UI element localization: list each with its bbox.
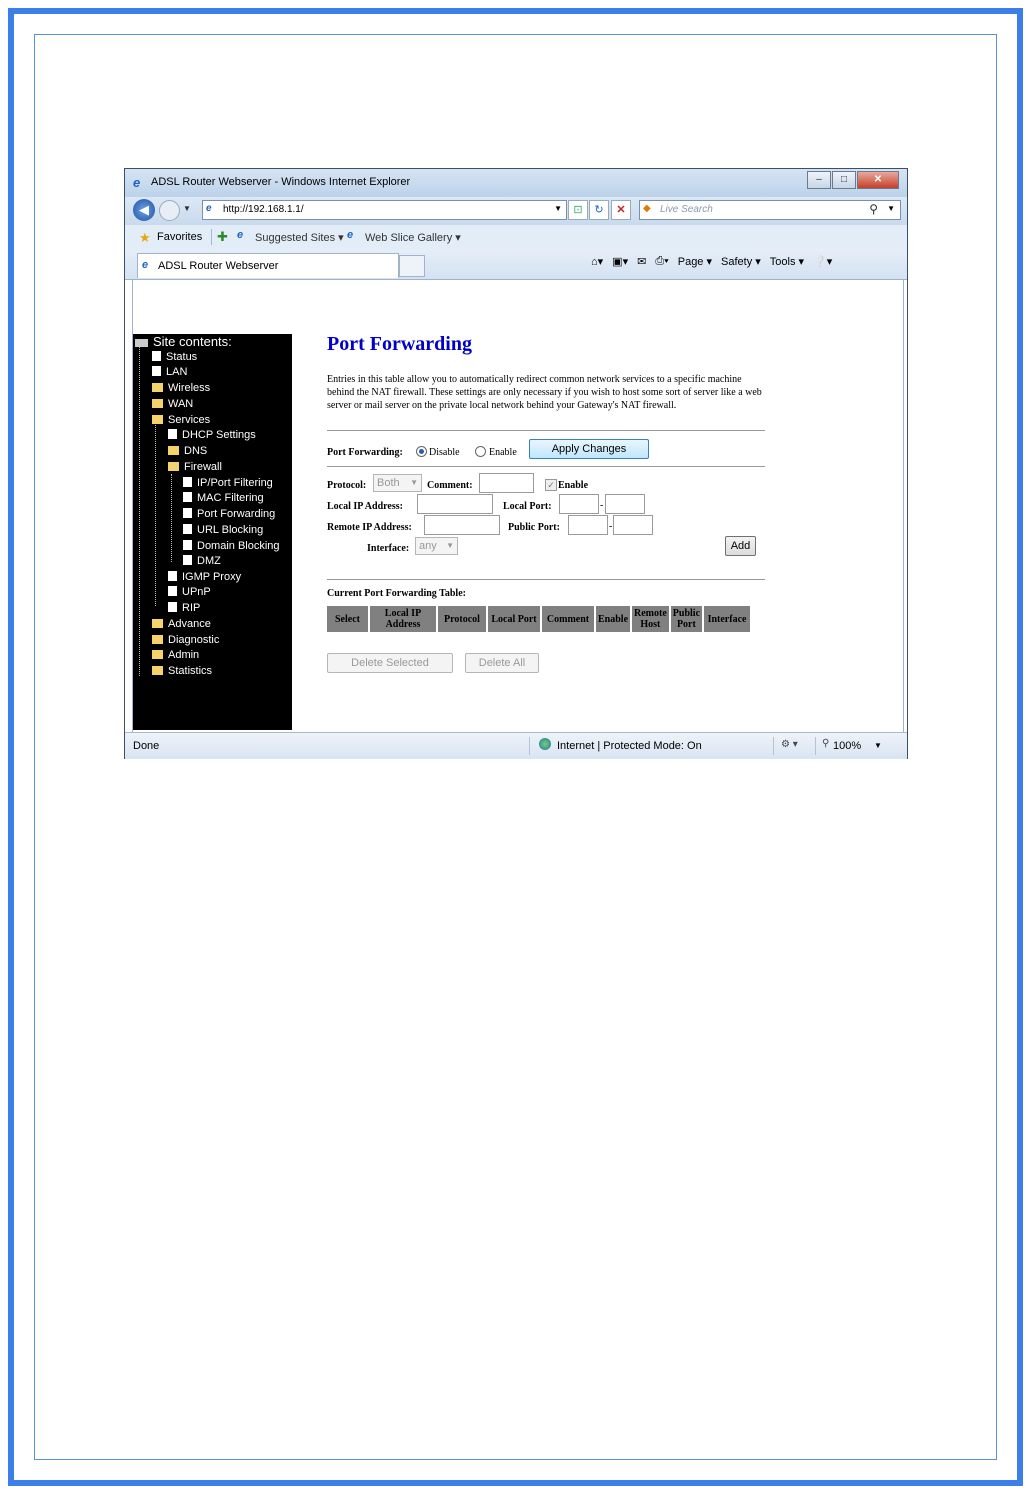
- sidebar-item-admin[interactable]: Admin: [152, 648, 199, 663]
- ie-logo-icon: e: [133, 175, 141, 190]
- folder-icon: [152, 635, 163, 644]
- interface-select[interactable]: any ▼: [415, 537, 458, 555]
- public-port-start-input[interactable]: [568, 515, 608, 535]
- page-icon: [183, 540, 192, 550]
- protocol-label: Protocol:: [327, 480, 367, 491]
- col-enable: Enable: [596, 606, 630, 632]
- home-icon[interactable]: ⌂▾: [591, 256, 604, 268]
- protected-mode-icon[interactable]: ⚙ ▾: [781, 739, 798, 750]
- local-port-end-input[interactable]: [605, 494, 645, 514]
- sidebar-item-dns[interactable]: DNS: [168, 444, 207, 459]
- table-title: Current Port Forwarding Table:: [327, 588, 466, 599]
- port-forwarding-table: [325, 604, 752, 634]
- page-description: Entries in this table allow you to automatically redirect common network services to a specific machine behind the NAT firewall. These settings are only necessary if you wish to host some sort of server like a web server or mail server on the private local network behind your Gateway's NAT firewall.: [327, 374, 762, 411]
- back-arrow-icon: ◀: [139, 202, 149, 217]
- page-icon: [168, 571, 177, 581]
- comment-input[interactable]: [479, 473, 534, 493]
- port-range-dash: -: [609, 521, 613, 532]
- suggested-sites-icon: e: [237, 229, 244, 241]
- sidebar-item-rip[interactable]: RIP: [168, 601, 200, 616]
- delete-all-button[interactable]: Delete All: [465, 653, 539, 673]
- col-remote-host: Remote Host: [634, 608, 667, 630]
- sidebar-item-dhcp-settings[interactable]: DHCP Settings: [168, 428, 256, 443]
- local-ip-label: Local IP Address:: [327, 501, 403, 512]
- web-slice-gallery-link[interactable]: Web Slice Gallery ▾: [365, 232, 461, 244]
- tab-router[interactable]: [137, 253, 399, 278]
- tree-line: [171, 474, 172, 562]
- col-local-ip: Local IP Address: [370, 606, 436, 632]
- chevron-down-icon: ▼: [446, 541, 454, 550]
- help-icon[interactable]: ❔▾: [813, 256, 833, 268]
- zoom-icon[interactable]: ⚲: [822, 738, 830, 749]
- globe-icon: [539, 738, 551, 750]
- close-button[interactable]: ✕: [857, 171, 899, 189]
- divider: [815, 737, 816, 755]
- tools-menu[interactable]: Tools ▾: [769, 256, 805, 268]
- sidebar-item-wan[interactable]: WAN: [152, 397, 193, 412]
- divider: [327, 579, 765, 580]
- folder-icon: [152, 383, 163, 392]
- favorites-bar: [125, 225, 907, 250]
- history-dropdown-icon[interactable]: ▼: [183, 204, 191, 213]
- favorites-star-icon[interactable]: ★: [139, 230, 151, 245]
- favorites-button[interactable]: Favorites: [157, 231, 203, 243]
- maximize-button[interactable]: □: [832, 171, 856, 189]
- sidebar-item-ip-port-filtering[interactable]: IP/Port Filtering: [183, 476, 273, 491]
- col-public-port: Public Port: [672, 608, 701, 630]
- search-dropdown-icon[interactable]: ▼: [887, 204, 895, 213]
- folder-icon: [152, 650, 163, 659]
- enable-checkbox[interactable]: ✓: [545, 479, 557, 491]
- page-icon: [183, 508, 192, 518]
- tab-label: ADSL Router Webserver: [158, 260, 279, 272]
- refresh-icon[interactable]: ↻: [589, 200, 609, 220]
- chevron-down-icon: ▼: [410, 478, 418, 487]
- add-favorite-icon[interactable]: ✚: [217, 229, 228, 244]
- folder-icon: [152, 399, 163, 408]
- tree-line: [139, 344, 140, 676]
- sidebar-item-status[interactable]: Status: [152, 350, 197, 365]
- tab-bar: [125, 249, 907, 280]
- col-select: Select: [327, 606, 368, 632]
- web-slice-icon: e: [347, 229, 354, 241]
- new-tab-button[interactable]: [399, 255, 425, 277]
- divider: [327, 430, 765, 431]
- folder-open-icon: [152, 415, 163, 424]
- sidebar-item-advance[interactable]: Advance: [152, 617, 211, 632]
- apply-changes-button[interactable]: Apply Changes: [529, 439, 649, 459]
- back-button[interactable]: [133, 199, 155, 221]
- sidebar-item-upnp[interactable]: UPnP: [168, 585, 211, 600]
- interface-label: Interface:: [367, 543, 410, 554]
- table-header-row: [327, 606, 750, 632]
- browser-window: [124, 168, 908, 759]
- page-icon: [183, 477, 192, 487]
- command-bar: [591, 255, 841, 268]
- disable-radio[interactable]: [416, 446, 427, 457]
- search-icon[interactable]: ⚲: [869, 202, 878, 216]
- divider: [773, 737, 774, 755]
- public-port-label: Public Port:: [508, 522, 560, 533]
- minimize-button[interactable]: –: [807, 171, 831, 189]
- remote-ip-label: Remote IP Address:: [327, 522, 412, 533]
- folder-open-icon: [168, 462, 179, 471]
- page-icon: [152, 351, 161, 361]
- port-range-dash: -: [600, 500, 604, 511]
- enable-checkbox-label: Enable: [558, 480, 589, 491]
- local-port-start-input[interactable]: [559, 494, 599, 514]
- page-title: Port Forwarding: [327, 333, 472, 355]
- sidebar-item-wireless[interactable]: Wireless: [152, 381, 210, 396]
- live-search-logo-icon: ◆: [643, 203, 651, 214]
- page-icon: [183, 492, 192, 502]
- status-text: Done: [133, 740, 160, 752]
- suggested-sites-link[interactable]: Suggested Sites ▾: [255, 232, 344, 244]
- folder-icon: [168, 446, 179, 455]
- sidebar-item-diagnostic[interactable]: Diagnostic: [152, 633, 219, 648]
- page-icon: [183, 555, 192, 565]
- page-icon: [152, 366, 161, 376]
- col-comment: Comment: [542, 606, 594, 632]
- search-placeholder: Live Search: [660, 204, 713, 215]
- address-toolbar: [125, 197, 907, 225]
- sidebar-item-firewall[interactable]: Firewall: [168, 460, 222, 475]
- remote-ip-input[interactable]: [424, 515, 500, 535]
- security-zone[interactable]: Internet | Protected Mode: On: [557, 740, 702, 752]
- window-title: ADSL Router Webserver - Windows Internet Explorer: [151, 176, 411, 188]
- divider: [529, 737, 530, 755]
- page-icon: [168, 429, 177, 439]
- add-button[interactable]: Add: [725, 536, 756, 556]
- compatibility-view-icon[interactable]: ⊡: [568, 200, 588, 220]
- address-bar[interactable]: [202, 200, 567, 220]
- protocol-select[interactable]: Both ▼: [373, 474, 422, 492]
- comment-label: Comment:: [427, 480, 473, 491]
- sidebar-item-port-forwarding[interactable]: Port Forwarding: [183, 507, 275, 522]
- local-port-label: Local Port:: [503, 501, 552, 512]
- print-icon[interactable]: ⎙▾: [655, 255, 669, 267]
- local-ip-input[interactable]: [417, 494, 493, 514]
- sidebar-item-igmp-proxy[interactable]: IGMP Proxy: [168, 570, 241, 585]
- port-forwarding-label: Port Forwarding:: [327, 447, 403, 458]
- col-protocol: Protocol: [438, 606, 486, 632]
- enable-radio[interactable]: [475, 446, 486, 457]
- sidebar-item-mac-filtering[interactable]: MAC Filtering: [183, 491, 264, 506]
- disable-radio-label: Disable: [429, 447, 460, 458]
- sidebar-item-url-blocking[interactable]: URL Blocking: [183, 523, 263, 538]
- zoom-dropdown-icon[interactable]: ▼: [874, 741, 882, 750]
- sidebar-item-lan[interactable]: LAN: [152, 365, 187, 380]
- tree-line: [155, 420, 156, 606]
- computer-icon: [135, 339, 148, 347]
- page-menu[interactable]: Page ▾: [677, 256, 713, 268]
- mail-icon[interactable]: ✉: [637, 256, 647, 268]
- page-icon: e: [206, 203, 212, 214]
- col-interface: Interface: [704, 606, 750, 632]
- folder-icon: [152, 666, 163, 675]
- search-input[interactable]: [639, 200, 901, 220]
- status-bar: [125, 732, 907, 759]
- site-contents-sidebar: [133, 334, 292, 730]
- sidebar-item-statistics[interactable]: Statistics: [152, 664, 212, 679]
- folder-icon: [152, 619, 163, 628]
- page-icon: [183, 524, 192, 534]
- delete-selected-button[interactable]: Delete Selected: [327, 653, 453, 673]
- url-text[interactable]: http://192.168.1.1/: [223, 204, 304, 215]
- page-icon: [168, 586, 177, 596]
- sidebar-item-domain-blocking[interactable]: Domain Blocking: [183, 539, 280, 554]
- safety-menu[interactable]: Safety ▾: [721, 256, 761, 268]
- col-local-port: Local Port: [488, 606, 540, 632]
- enable-radio-label: Enable: [489, 447, 517, 458]
- tab-page-icon: e: [142, 259, 149, 271]
- forward-button[interactable]: [159, 200, 180, 221]
- sidebar-item-services[interactable]: Services: [152, 413, 210, 428]
- sidebar-item-dmz[interactable]: DMZ: [183, 554, 221, 569]
- public-port-end-input[interactable]: [613, 515, 653, 535]
- page-icon: [168, 602, 177, 612]
- divider: [211, 229, 212, 245]
- title-bar: [125, 169, 907, 197]
- zoom-level[interactable]: 100%: [833, 740, 862, 752]
- divider: [327, 466, 765, 467]
- sidebar-header: Site contents:: [135, 334, 232, 349]
- page-content: [132, 280, 904, 732]
- url-dropdown-icon[interactable]: ▼: [554, 204, 562, 213]
- feeds-icon[interactable]: ▣▾: [612, 256, 629, 268]
- stop-icon[interactable]: ✕: [611, 200, 631, 220]
